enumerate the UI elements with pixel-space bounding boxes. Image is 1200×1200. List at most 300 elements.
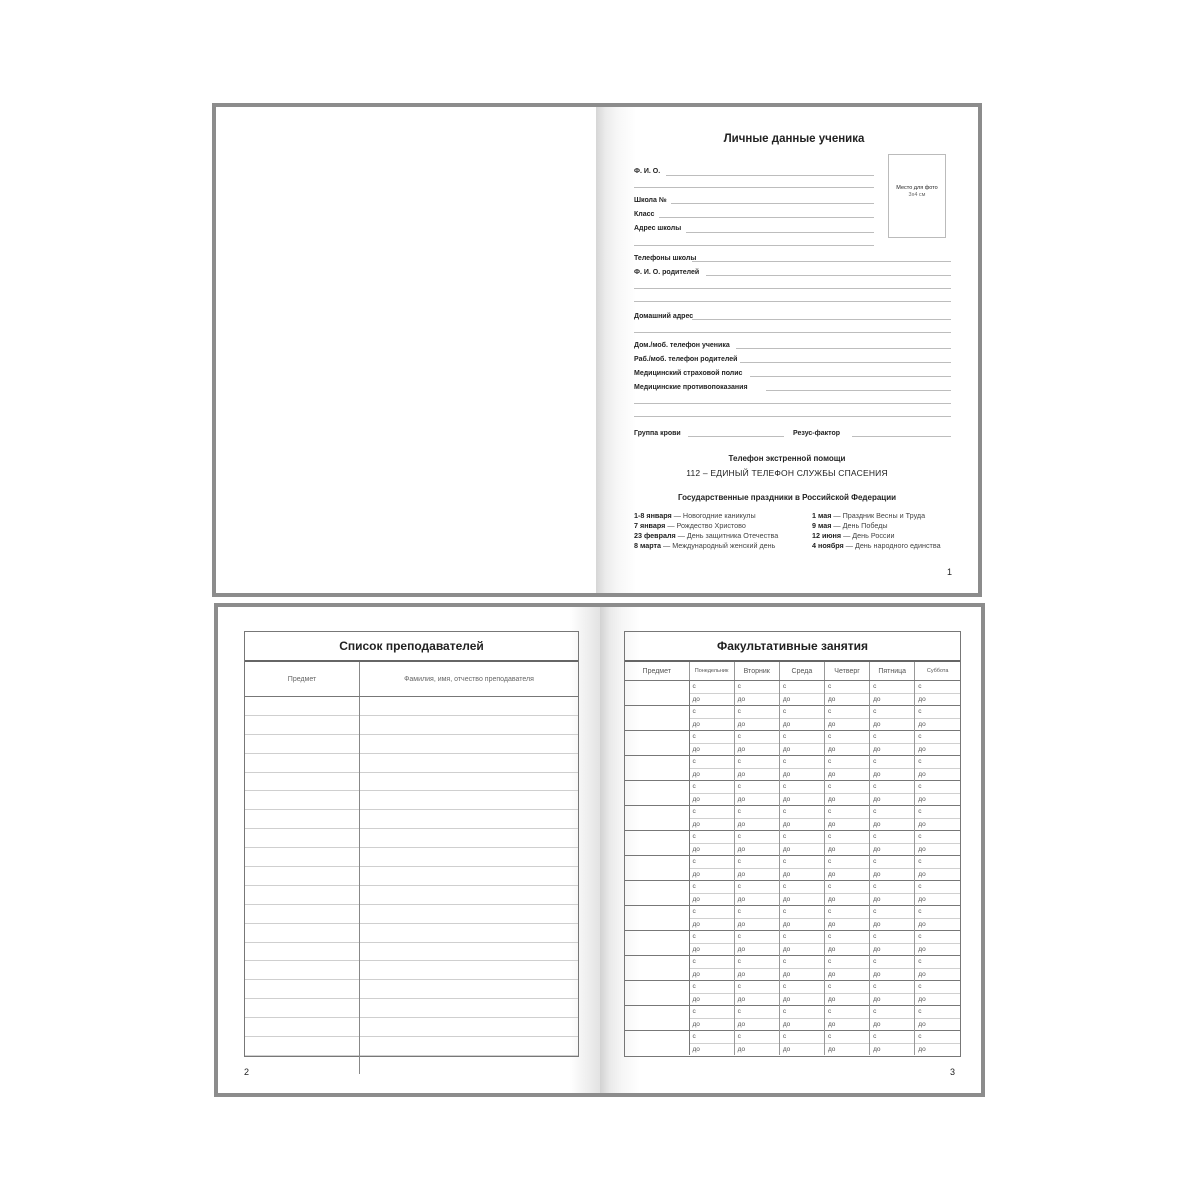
subject-cell[interactable] bbox=[625, 756, 689, 781]
time-to-cell[interactable]: до bbox=[824, 868, 869, 881]
time-from-cell[interactable]: с bbox=[915, 681, 960, 694]
insurance-line[interactable] bbox=[750, 376, 951, 377]
time-from-cell[interactable]: с bbox=[824, 756, 869, 769]
table-row bbox=[245, 697, 578, 716]
time-to-cell[interactable]: до bbox=[824, 968, 869, 981]
time-from-cell[interactable]: с bbox=[689, 881, 734, 894]
time-from-cell[interactable]: с bbox=[734, 956, 779, 969]
home-address-line[interactable] bbox=[692, 319, 951, 320]
table-row bbox=[245, 715, 578, 734]
time-to-cell[interactable]: до bbox=[734, 943, 779, 956]
time-to-cell[interactable]: до bbox=[870, 768, 915, 781]
time-from-cell[interactable]: с bbox=[779, 756, 824, 769]
teacher-name-cell[interactable] bbox=[360, 829, 579, 848]
time-from-cell[interactable]: с bbox=[870, 956, 915, 969]
time-from-cell[interactable]: с bbox=[689, 1031, 734, 1044]
subject-cell[interactable] bbox=[245, 867, 360, 886]
table-row bbox=[245, 1037, 578, 1056]
teacher-name-cell[interactable] bbox=[360, 848, 579, 867]
subject-cell[interactable] bbox=[625, 731, 689, 756]
table-row bbox=[625, 681, 960, 694]
time-from-cell[interactable]: с bbox=[779, 1031, 824, 1044]
subject-cell[interactable] bbox=[625, 906, 689, 931]
time-to-cell[interactable]: до bbox=[689, 768, 734, 781]
time-from-cell[interactable]: с bbox=[824, 731, 869, 744]
time-to-cell[interactable]: до bbox=[915, 818, 960, 831]
time-to-cell[interactable]: до bbox=[689, 993, 734, 1006]
table-row bbox=[625, 906, 960, 919]
subject-cell[interactable] bbox=[245, 1018, 360, 1037]
time-to-cell[interactable]: до bbox=[915, 718, 960, 731]
school-no-line[interactable] bbox=[671, 203, 874, 204]
time-from-cell[interactable]: с bbox=[779, 831, 824, 844]
time-from-cell[interactable]: с bbox=[689, 681, 734, 694]
time-from-cell[interactable]: с bbox=[779, 956, 824, 969]
time-from-cell[interactable]: с bbox=[734, 981, 779, 994]
time-from-cell[interactable]: с bbox=[870, 906, 915, 919]
time-from-cell[interactable]: с bbox=[734, 906, 779, 919]
time-from-cell[interactable]: с bbox=[734, 856, 779, 869]
holiday-item: 7 января — Рождество Христово bbox=[634, 521, 746, 530]
time-from-cell[interactable]: с bbox=[915, 1031, 960, 1044]
time-from-cell[interactable]: с bbox=[824, 1006, 869, 1019]
subject-cell[interactable] bbox=[625, 931, 689, 956]
time-to-cell[interactable]: до bbox=[779, 718, 824, 731]
time-to-cell[interactable]: до bbox=[734, 843, 779, 856]
teacher-name-cell[interactable] bbox=[360, 1037, 579, 1056]
time-to-cell[interactable]: до bbox=[734, 993, 779, 1006]
teacher-name-cell[interactable] bbox=[360, 715, 579, 734]
teacher-name-cell[interactable] bbox=[360, 697, 579, 716]
table-row bbox=[245, 999, 578, 1018]
time-from-cell[interactable]: с bbox=[779, 1006, 824, 1019]
parents-fio-line[interactable] bbox=[706, 275, 951, 276]
fio-line-2[interactable] bbox=[634, 187, 874, 188]
time-from-cell[interactable]: с bbox=[779, 881, 824, 894]
subject-cell[interactable] bbox=[625, 831, 689, 856]
table-row bbox=[625, 756, 960, 769]
time-from-cell[interactable]: с bbox=[779, 806, 824, 819]
student-phone-line[interactable] bbox=[736, 348, 951, 349]
parents-work-phone-label: Раб./моб. телефон родителей bbox=[634, 356, 738, 363]
time-to-cell[interactable]: до bbox=[689, 943, 734, 956]
time-to-cell[interactable]: до bbox=[689, 818, 734, 831]
home-address-line-2[interactable] bbox=[634, 332, 951, 333]
time-from-cell[interactable]: с bbox=[870, 981, 915, 994]
table-row bbox=[625, 1031, 960, 1044]
time-to-cell[interactable]: до bbox=[779, 843, 824, 856]
time-to-cell[interactable]: до bbox=[915, 1043, 960, 1055]
time-from-cell[interactable]: с bbox=[870, 1006, 915, 1019]
time-from-cell[interactable]: с bbox=[734, 931, 779, 944]
teacher-name-cell[interactable] bbox=[360, 980, 579, 999]
teacher-name-cell[interactable] bbox=[360, 904, 579, 923]
time-to-cell[interactable]: до bbox=[824, 743, 869, 756]
parents-work-phone-line[interactable] bbox=[740, 362, 951, 363]
rhesus-label: Резус-фактор bbox=[793, 430, 841, 437]
time-to-cell[interactable]: до bbox=[779, 1043, 824, 1055]
time-to-cell[interactable]: до bbox=[779, 818, 824, 831]
time-to-cell[interactable]: до bbox=[734, 893, 779, 906]
time-to-cell[interactable]: до bbox=[689, 918, 734, 931]
blank-page bbox=[216, 107, 596, 593]
time-from-cell[interactable]: с bbox=[870, 1031, 915, 1044]
time-from-cell[interactable]: с bbox=[689, 906, 734, 919]
time-to-cell[interactable]: до bbox=[915, 843, 960, 856]
time-from-cell[interactable]: с bbox=[870, 806, 915, 819]
table-row bbox=[245, 942, 578, 961]
teacher-name-cell[interactable] bbox=[360, 923, 579, 942]
time-from-cell[interactable]: с bbox=[779, 681, 824, 694]
time-from-cell[interactable]: с bbox=[915, 781, 960, 794]
time-from-cell[interactable]: с bbox=[824, 781, 869, 794]
time-from-cell[interactable]: с bbox=[824, 881, 869, 894]
subject-cell[interactable] bbox=[625, 856, 689, 881]
time-to-cell[interactable]: до bbox=[915, 893, 960, 906]
time-from-cell[interactable]: с bbox=[915, 931, 960, 944]
time-to-cell[interactable]: до bbox=[870, 993, 915, 1006]
time-to-cell[interactable]: до bbox=[689, 693, 734, 706]
subject-cell[interactable] bbox=[245, 753, 360, 772]
time-from-cell[interactable]: с bbox=[870, 781, 915, 794]
time-from-cell[interactable]: с bbox=[779, 931, 824, 944]
time-to-cell[interactable]: до bbox=[734, 868, 779, 881]
fio-line[interactable] bbox=[666, 175, 874, 176]
subject-cell[interactable] bbox=[245, 923, 360, 942]
table-row bbox=[245, 885, 578, 904]
time-to-cell[interactable]: до bbox=[870, 818, 915, 831]
table-row bbox=[245, 904, 578, 923]
subject-cell[interactable] bbox=[625, 1031, 689, 1056]
teacher-name-cell[interactable] bbox=[360, 734, 579, 753]
time-from-cell[interactable]: с bbox=[870, 731, 915, 744]
time-to-cell[interactable]: до bbox=[870, 868, 915, 881]
time-to-cell[interactable]: до bbox=[915, 768, 960, 781]
time-to-cell[interactable]: до bbox=[734, 918, 779, 931]
time-to-cell[interactable]: до bbox=[779, 893, 824, 906]
time-from-cell[interactable]: с bbox=[824, 856, 869, 869]
time-from-cell[interactable]: с bbox=[689, 831, 734, 844]
table-row bbox=[625, 856, 960, 869]
time-to-cell[interactable]: до bbox=[689, 893, 734, 906]
time-to-cell[interactable]: до bbox=[870, 718, 915, 731]
time-to-cell[interactable]: до bbox=[870, 893, 915, 906]
subject-cell[interactable] bbox=[245, 810, 360, 829]
time-from-cell[interactable]: с bbox=[824, 931, 869, 944]
time-to-cell[interactable]: до bbox=[734, 818, 779, 831]
time-from-cell[interactable]: с bbox=[824, 706, 869, 719]
time-to-cell[interactable]: до bbox=[689, 718, 734, 731]
time-to-cell[interactable]: до bbox=[779, 993, 824, 1006]
time-from-cell[interactable]: с bbox=[779, 906, 824, 919]
parents-fio-line-2[interactable] bbox=[634, 288, 951, 289]
time-from-cell[interactable]: с bbox=[734, 806, 779, 819]
page-number: 2 bbox=[244, 1067, 250, 1077]
teacher-name-cell[interactable] bbox=[360, 867, 579, 886]
table-row bbox=[245, 848, 578, 867]
time-to-cell[interactable]: до bbox=[689, 1018, 734, 1031]
teacher-name-cell[interactable] bbox=[360, 1018, 579, 1037]
time-to-cell[interactable]: до bbox=[870, 968, 915, 981]
time-to-cell[interactable]: до bbox=[779, 693, 824, 706]
time-from-cell[interactable]: с bbox=[824, 1031, 869, 1044]
time-to-cell[interactable]: до bbox=[779, 943, 824, 956]
column-header-saturday: Суббота bbox=[915, 662, 960, 681]
page-number: 3 bbox=[949, 1067, 955, 1077]
time-to-cell[interactable]: до bbox=[870, 1043, 915, 1055]
subject-cell[interactable] bbox=[245, 904, 360, 923]
time-to-cell[interactable]: до bbox=[689, 968, 734, 981]
time-to-cell[interactable]: до bbox=[689, 743, 734, 756]
time-from-cell[interactable]: с bbox=[870, 831, 915, 844]
time-from-cell[interactable]: с bbox=[915, 731, 960, 744]
time-to-cell[interactable]: до bbox=[824, 1018, 869, 1031]
teacher-name-cell[interactable] bbox=[360, 885, 579, 904]
time-to-cell[interactable]: до bbox=[870, 743, 915, 756]
time-to-cell[interactable]: до bbox=[915, 943, 960, 956]
time-to-cell[interactable]: до bbox=[915, 868, 960, 881]
time-to-cell[interactable]: до bbox=[915, 968, 960, 981]
time-from-cell[interactable]: с bbox=[824, 681, 869, 694]
time-from-cell[interactable]: с bbox=[915, 981, 960, 994]
subject-cell[interactable] bbox=[625, 981, 689, 1006]
time-from-cell[interactable]: с bbox=[824, 831, 869, 844]
column-header-subject: Предмет bbox=[245, 662, 360, 697]
subject-cell[interactable] bbox=[245, 772, 360, 791]
time-from-cell[interactable]: с bbox=[734, 1031, 779, 1044]
contraindications-line-3[interactable] bbox=[634, 416, 951, 417]
subject-cell[interactable] bbox=[245, 697, 360, 716]
time-to-cell[interactable]: до bbox=[734, 1043, 779, 1055]
time-from-cell[interactable]: с bbox=[689, 956, 734, 969]
table-row bbox=[625, 956, 960, 969]
time-from-cell[interactable]: с bbox=[689, 781, 734, 794]
holiday-item: 1 мая — Праздник Весны и Труда bbox=[812, 511, 926, 520]
parents-fio-line-3[interactable] bbox=[634, 301, 951, 302]
column-header-monday: Понедельник bbox=[689, 662, 734, 681]
contraindications-line-2[interactable] bbox=[634, 403, 951, 404]
subject-cell[interactable] bbox=[625, 706, 689, 731]
time-to-cell[interactable]: до bbox=[824, 918, 869, 931]
time-from-cell[interactable]: с bbox=[734, 781, 779, 794]
time-to-cell[interactable]: до bbox=[779, 968, 824, 981]
school-phones-line[interactable] bbox=[692, 261, 951, 262]
time-from-cell[interactable]: с bbox=[734, 1006, 779, 1019]
time-to-cell[interactable]: до bbox=[824, 793, 869, 806]
time-from-cell[interactable]: с bbox=[734, 756, 779, 769]
subject-cell[interactable] bbox=[245, 829, 360, 848]
time-from-cell[interactable]: с bbox=[915, 756, 960, 769]
emergency-title: Телефон экстренной помощи bbox=[728, 454, 846, 463]
contraindications-line[interactable] bbox=[766, 390, 951, 391]
time-to-cell[interactable]: до bbox=[824, 893, 869, 906]
time-from-cell[interactable]: с bbox=[915, 706, 960, 719]
holiday-item: 8 марта — Международный женский день bbox=[634, 541, 776, 550]
time-to-cell[interactable]: до bbox=[870, 793, 915, 806]
teacher-name-cell[interactable] bbox=[360, 791, 579, 810]
time-to-cell[interactable]: до bbox=[734, 968, 779, 981]
contraindications-label: Медицинские противопоказания bbox=[634, 384, 748, 391]
student-phone-label: Дом./моб. телефон ученика bbox=[634, 342, 730, 349]
time-from-cell[interactable]: с bbox=[779, 981, 824, 994]
table-row bbox=[625, 731, 960, 744]
time-to-cell[interactable]: до bbox=[870, 918, 915, 931]
time-from-cell[interactable]: с bbox=[734, 731, 779, 744]
table-row bbox=[245, 772, 578, 791]
time-to-cell[interactable]: до bbox=[824, 818, 869, 831]
time-from-cell[interactable]: с bbox=[870, 706, 915, 719]
teacher-name-cell[interactable] bbox=[360, 942, 579, 961]
time-to-cell[interactable]: до bbox=[689, 793, 734, 806]
teacher-name-cell[interactable] bbox=[360, 999, 579, 1018]
subject-cell[interactable] bbox=[245, 961, 360, 980]
time-to-cell[interactable]: до bbox=[915, 793, 960, 806]
subject-cell[interactable] bbox=[245, 999, 360, 1018]
time-to-cell[interactable]: до bbox=[734, 743, 779, 756]
subject-cell[interactable] bbox=[625, 881, 689, 906]
time-from-cell[interactable]: с bbox=[689, 856, 734, 869]
teacher-name-cell[interactable] bbox=[360, 772, 579, 791]
subject-cell[interactable] bbox=[625, 1006, 689, 1031]
table-row bbox=[245, 753, 578, 772]
subject-cell[interactable] bbox=[625, 781, 689, 806]
subject-cell[interactable] bbox=[245, 1055, 360, 1073]
subject-cell[interactable] bbox=[245, 791, 360, 810]
table-row bbox=[245, 1018, 578, 1037]
column-header-friday: Пятница bbox=[870, 662, 915, 681]
time-to-cell[interactable]: до bbox=[779, 768, 824, 781]
subject-cell[interactable] bbox=[245, 1037, 360, 1056]
electives-table bbox=[624, 631, 961, 1057]
time-from-cell[interactable]: с bbox=[734, 706, 779, 719]
time-from-cell[interactable]: с bbox=[915, 906, 960, 919]
subject-cell[interactable] bbox=[625, 681, 689, 706]
subject-cell[interactable] bbox=[245, 715, 360, 734]
time-from-cell[interactable]: с bbox=[915, 881, 960, 894]
subject-cell[interactable] bbox=[245, 980, 360, 999]
electives-table-title: Факультативные занятия bbox=[625, 632, 960, 662]
time-from-cell[interactable]: с bbox=[824, 981, 869, 994]
time-from-cell[interactable]: с bbox=[915, 806, 960, 819]
subject-cell[interactable] bbox=[625, 806, 689, 831]
teacher-name-cell[interactable] bbox=[360, 753, 579, 772]
class-line[interactable] bbox=[659, 217, 874, 218]
subject-cell[interactable] bbox=[245, 885, 360, 904]
school-address-line[interactable] bbox=[686, 232, 874, 233]
table-row bbox=[245, 980, 578, 999]
time-from-cell[interactable]: с bbox=[915, 856, 960, 869]
time-from-cell[interactable]: с bbox=[689, 931, 734, 944]
time-to-cell[interactable]: до bbox=[734, 718, 779, 731]
teacher-name-cell[interactable] bbox=[360, 810, 579, 829]
school-phones-label: Телефоны школы bbox=[634, 255, 697, 262]
time-from-cell[interactable]: с bbox=[870, 856, 915, 869]
blood-group-line[interactable] bbox=[688, 436, 784, 437]
time-to-cell[interactable]: до bbox=[824, 993, 869, 1006]
time-to-cell[interactable]: до bbox=[824, 693, 869, 706]
time-from-cell[interactable]: с bbox=[870, 881, 915, 894]
time-to-cell[interactable]: до bbox=[779, 1018, 824, 1031]
time-to-cell[interactable]: до bbox=[824, 718, 869, 731]
time-to-cell[interactable]: до bbox=[824, 843, 869, 856]
time-from-cell[interactable]: с bbox=[824, 956, 869, 969]
subject-cell[interactable] bbox=[245, 734, 360, 753]
time-to-cell[interactable]: до bbox=[689, 1043, 734, 1055]
time-to-cell[interactable]: до bbox=[915, 918, 960, 931]
time-from-cell[interactable]: с bbox=[779, 706, 824, 719]
time-from-cell[interactable]: с bbox=[689, 706, 734, 719]
time-to-cell[interactable]: до bbox=[915, 743, 960, 756]
time-to-cell[interactable]: до bbox=[824, 1043, 869, 1055]
time-to-cell[interactable]: до bbox=[870, 1018, 915, 1031]
table-row bbox=[625, 806, 960, 819]
time-from-cell[interactable]: с bbox=[824, 806, 869, 819]
time-to-cell[interactable]: до bbox=[870, 693, 915, 706]
time-from-cell[interactable]: с bbox=[689, 731, 734, 744]
time-from-cell[interactable]: с bbox=[689, 756, 734, 769]
home-address-label: Домашний адрес bbox=[634, 313, 694, 320]
time-to-cell[interactable]: до bbox=[779, 918, 824, 931]
time-from-cell[interactable]: с bbox=[779, 781, 824, 794]
time-to-cell[interactable]: до bbox=[779, 793, 824, 806]
time-from-cell[interactable]: с bbox=[870, 931, 915, 944]
time-to-cell[interactable]: до bbox=[870, 943, 915, 956]
time-from-cell[interactable]: с bbox=[734, 681, 779, 694]
class-label: Класс bbox=[634, 211, 655, 218]
school-address-line-2[interactable] bbox=[634, 245, 874, 246]
time-to-cell[interactable]: до bbox=[779, 868, 824, 881]
time-to-cell[interactable]: до bbox=[734, 1018, 779, 1031]
time-to-cell[interactable]: до bbox=[734, 693, 779, 706]
time-to-cell[interactable]: до bbox=[779, 743, 824, 756]
time-from-cell[interactable]: с bbox=[915, 1006, 960, 1019]
time-to-cell[interactable]: до bbox=[689, 868, 734, 881]
time-to-cell[interactable]: до bbox=[915, 1018, 960, 1031]
blood-group-label: Группа крови bbox=[634, 430, 681, 437]
time-to-cell[interactable]: до bbox=[824, 768, 869, 781]
table-row bbox=[625, 981, 960, 994]
time-from-cell[interactable]: с bbox=[915, 956, 960, 969]
time-to-cell[interactable]: до bbox=[734, 768, 779, 781]
table-row bbox=[625, 931, 960, 944]
time-from-cell[interactable]: с bbox=[734, 831, 779, 844]
time-to-cell[interactable]: до bbox=[915, 693, 960, 706]
time-to-cell[interactable]: до bbox=[915, 993, 960, 1006]
subject-cell[interactable] bbox=[245, 942, 360, 961]
time-from-cell[interactable]: с bbox=[779, 731, 824, 744]
time-from-cell[interactable]: с bbox=[689, 806, 734, 819]
time-from-cell[interactable]: с bbox=[689, 1006, 734, 1019]
subject-cell[interactable] bbox=[625, 956, 689, 981]
teacher-name-cell[interactable] bbox=[360, 1055, 579, 1073]
time-from-cell[interactable]: с bbox=[734, 881, 779, 894]
time-to-cell[interactable]: до bbox=[689, 843, 734, 856]
time-from-cell[interactable]: с bbox=[915, 831, 960, 844]
time-to-cell[interactable]: до bbox=[870, 843, 915, 856]
time-to-cell[interactable]: до bbox=[824, 943, 869, 956]
holiday-item: 12 июня — День России bbox=[812, 531, 895, 540]
time-from-cell[interactable]: с bbox=[779, 856, 824, 869]
teacher-name-cell[interactable] bbox=[360, 961, 579, 980]
time-to-cell[interactable]: до bbox=[734, 793, 779, 806]
column-header-thursday: Четверг bbox=[824, 662, 869, 681]
rhesus-line[interactable] bbox=[852, 436, 951, 437]
time-from-cell[interactable]: с bbox=[689, 981, 734, 994]
time-from-cell[interactable]: с bbox=[824, 906, 869, 919]
time-from-cell[interactable]: с bbox=[870, 756, 915, 769]
time-from-cell[interactable]: с bbox=[870, 681, 915, 694]
subject-cell[interactable] bbox=[245, 848, 360, 867]
